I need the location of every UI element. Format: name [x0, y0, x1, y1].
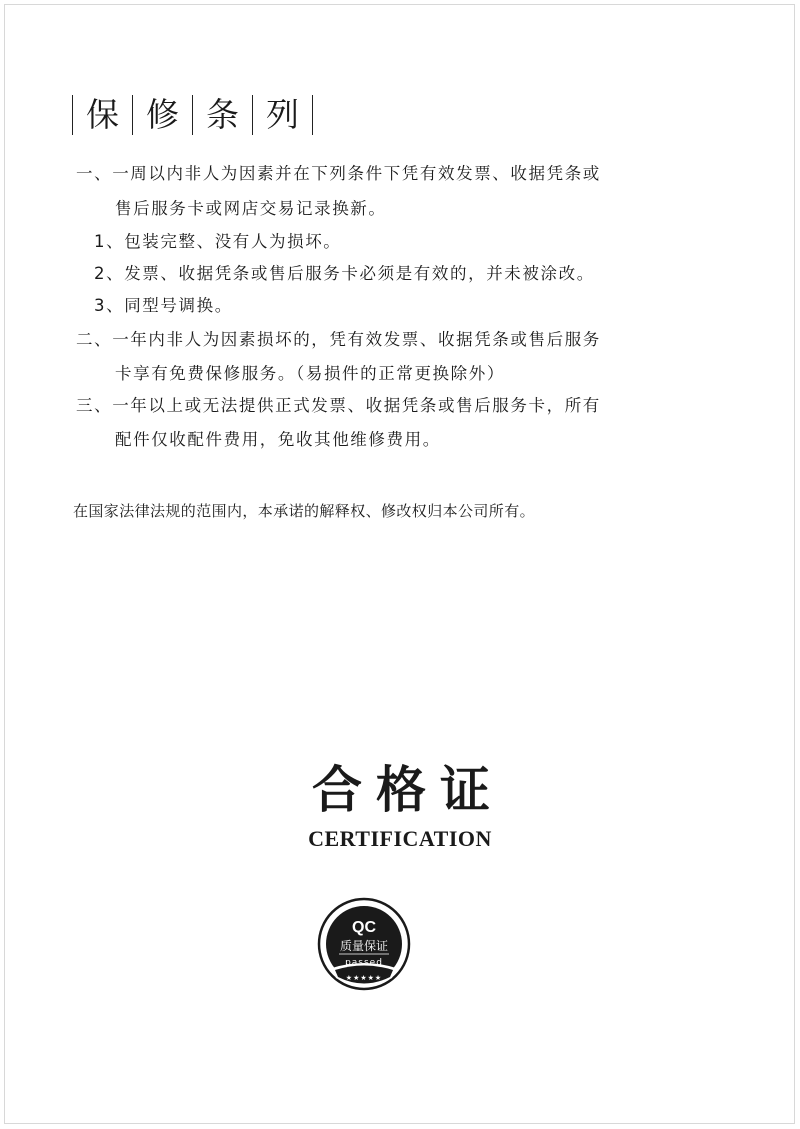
seal-passed-text: passed: [345, 958, 383, 968]
sub-clause-1: 1、包装完整、没有人为损坏。: [94, 232, 342, 251]
clause-2-line-2: 卡享有免费保修服务。（易损件的正常更换除外）: [115, 364, 505, 383]
title-char: 列: [266, 95, 299, 134]
law-notice: 在国家法律法规的范围内，本承诺的解释权、修改权归本公司所有。: [73, 502, 536, 520]
title-char: 保: [86, 95, 119, 134]
clause-3-line-1: 三、一年以上或无法提供正式发票、收据凭条或售后服务卡，所有: [76, 396, 601, 415]
title-divider: [312, 95, 313, 135]
title-char: 条: [206, 95, 239, 134]
clause-2-line-1: 二、一年内非人为因素损坏的，凭有效发票、收据凭条或售后服务: [76, 330, 601, 349]
sub-clause-2: 2、发票、收据凭条或售后服务卡必须是有效的，并未被涂改。: [94, 264, 595, 283]
seal-quality-text: 质量保证: [339, 939, 389, 953]
clause-3-line-2: 配件仅收配件费用，免收其他维修费用。: [115, 430, 441, 449]
seal-stars: ★★★★★: [345, 974, 383, 982]
clause-1-line-2: 售后服务卡或网店交易记录换新。: [115, 199, 387, 218]
sub-clause-3: 3、同型号调换。: [94, 296, 233, 315]
certificate-title: 合格证: [312, 760, 504, 819]
clause-1-line-1: 一、一周以内非人为因素并在下列条件下凭有效发票、收据凭条或: [76, 164, 601, 183]
certificate-subtitle: CERTIFICATION: [308, 826, 492, 851]
title-char: 修: [146, 95, 179, 134]
seal-qc-text: QC: [352, 919, 376, 936]
qc-seal-icon: [317, 886, 411, 1002]
warranty-title: [72, 92, 313, 138]
